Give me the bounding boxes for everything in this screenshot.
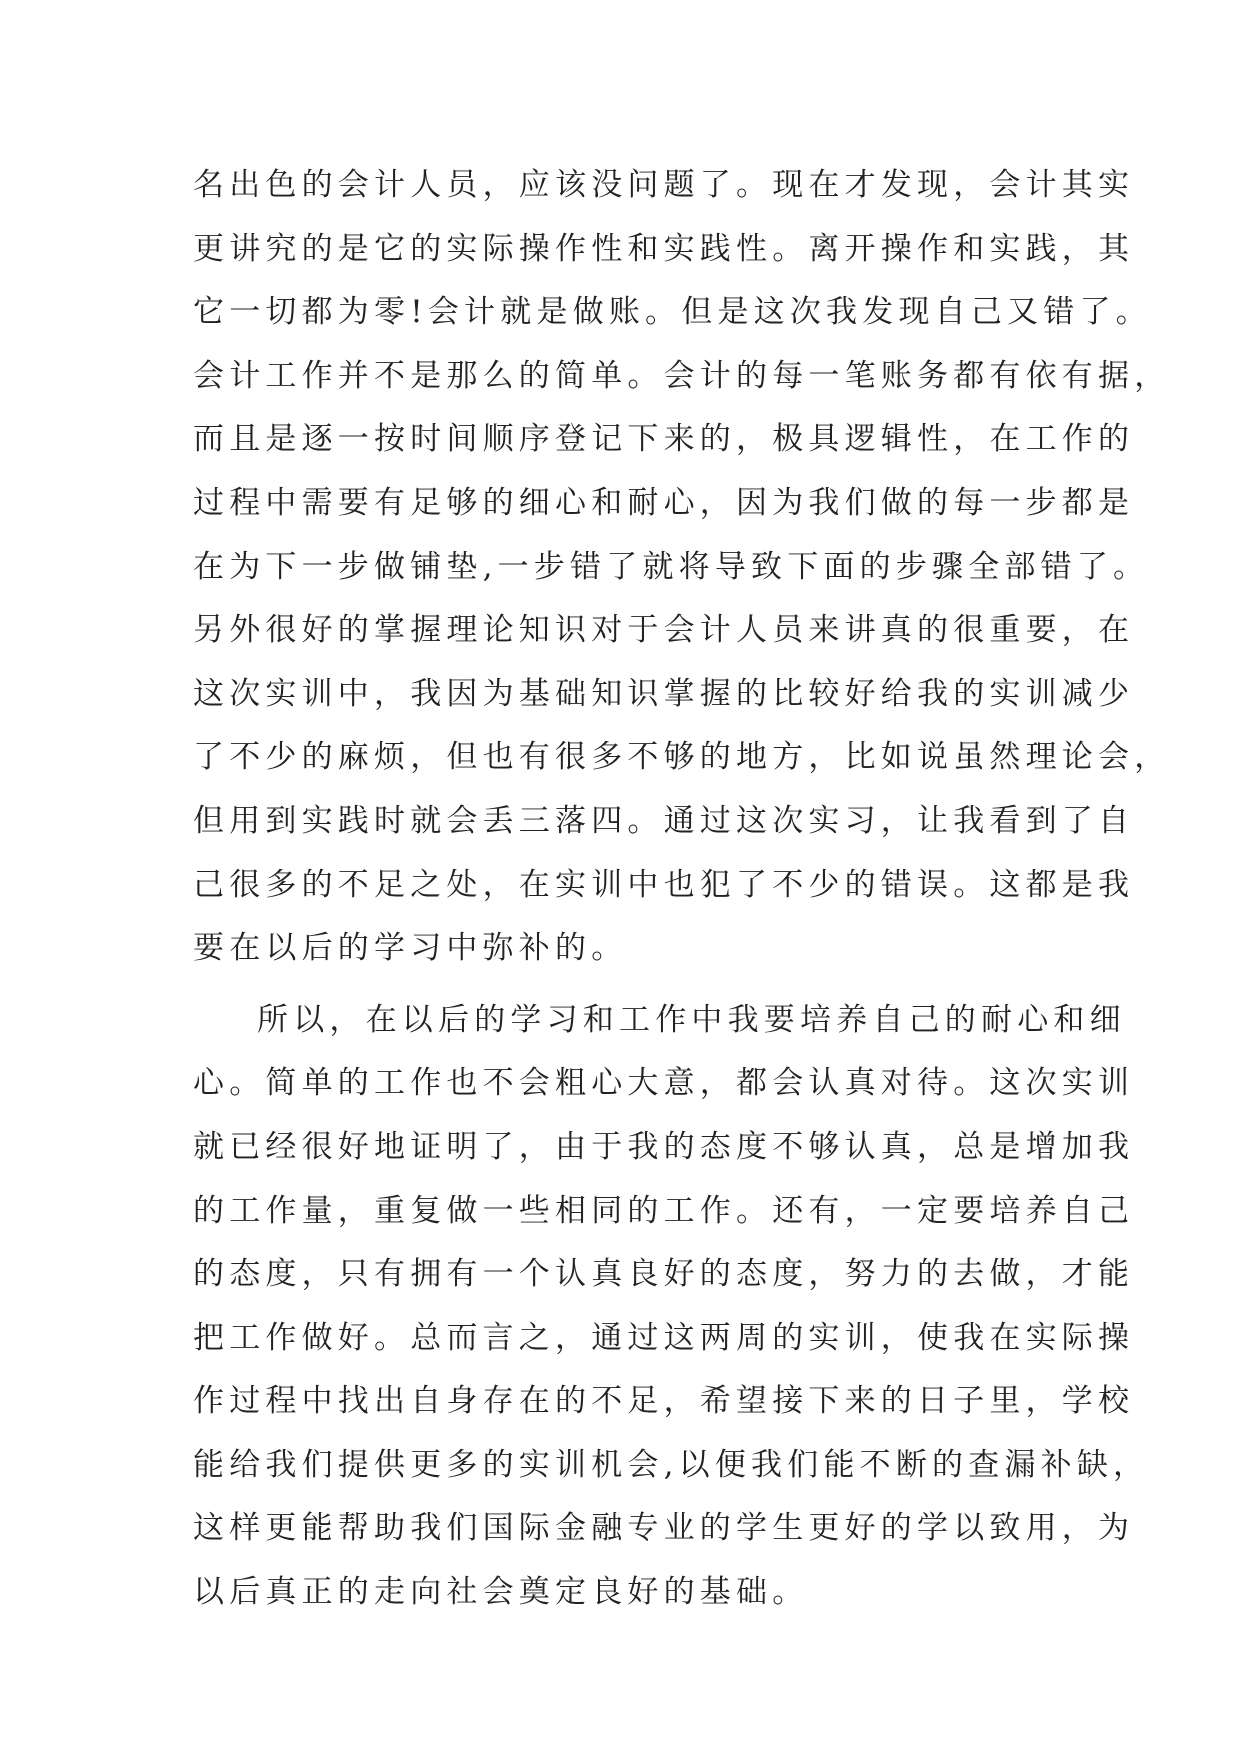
text-line: 而且是逐一按时间顺序登记下来的，极具逻辑性，在工作的 [193, 421, 1135, 458]
text-line: 这样更能帮助我们国际金融专业的学生更好的学以致用，为 [193, 1510, 1135, 1547]
text-line: 在为下一步做铺垫,一步错了就将导致下面的步骤全部错了。 [193, 548, 1150, 585]
text-line: 能给我们提供更多的实训机会,以便我们能不断的查漏补缺， [193, 1446, 1150, 1483]
paragraph-gap [193, 993, 1093, 1001]
text-line: 把工作做好。总而言之，通过这两周的实训，使我在实际操 [193, 1319, 1135, 1356]
text-line: 它一切都为零!会计就是做账。但是这次我发现自己又错了。 [193, 294, 1152, 331]
text-line: 这次实训中，我因为基础知识掌握的比较好给我的实训减少 [193, 675, 1135, 712]
text-line: 己很多的不足之处，在实训中也犯了不少的错误。这都是我 [193, 866, 1135, 903]
text-line: 名出色的会计人员，应该没问题了。现在才发现，会计其实 [193, 167, 1135, 203]
text-line: 所以，在以后的学习和工作中我要培养自己的耐心和细 [257, 1001, 1126, 1038]
text-line: 的工作量，重复做一些相同的工作。还有，一定要培养自己 [193, 1192, 1135, 1229]
text-line: 更讲究的是它的实际操作性和实践性。离开操作和实践，其 [193, 230, 1135, 267]
text-line: 要在以后的学习中弥补的。 [193, 930, 628, 967]
text-line: 心。简单的工作也不会粗心大意，都会认真对待。这次实训 [193, 1065, 1135, 1102]
text-line: 另外很好的掌握理论知识对于会计人员来讲真的很重要，在 [193, 612, 1135, 649]
document-body [193, 166, 1171, 1637]
paragraph-2 [193, 1001, 1150, 1637]
paragraph-1 [193, 166, 1171, 993]
text-line: 就已经很好地证明了，由于我的态度不够认真，总是增加我 [193, 1128, 1135, 1165]
text-line: 以后真正的走向社会奠定良好的基础。 [193, 1574, 809, 1611]
text-line: 的态度，只有拥有一个认真良好的态度，努力的去做，才能 [193, 1256, 1135, 1293]
text-line: 了不少的麻烦，但也有很多不够的地方，比如说虽然理论会， [193, 739, 1171, 776]
text-line: 过程中需要有足够的细心和耐心，因为我们做的每一步都是 [193, 484, 1135, 521]
text-line: 作过程中找出自身存在的不足，希望接下来的日子里，学校 [193, 1383, 1135, 1420]
text-line: 会计工作并不是那么的简单。会计的每一笔账务都有依有据， [193, 357, 1171, 394]
text-line: 但用到实践时就会丢三落四。通过这次实习，让我看到了自 [193, 802, 1135, 839]
